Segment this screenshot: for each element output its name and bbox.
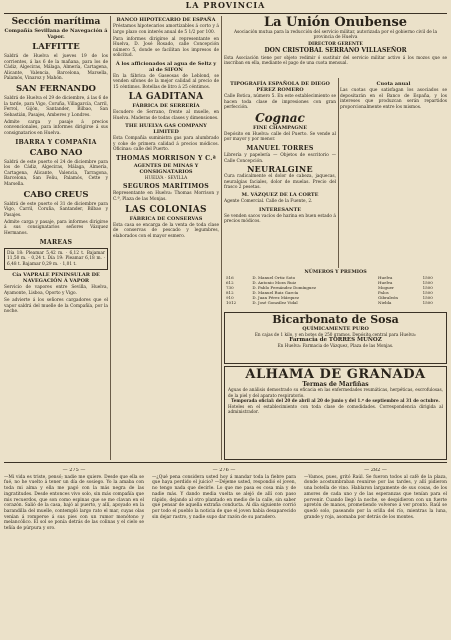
section-heading: Cuota anual — [376, 81, 411, 87]
column-divider — [221, 16, 222, 460]
ad-heading: Á los afficionados al agua de Seltz y al de SIFON — [115, 60, 217, 73]
lottery-cell: Palos — [378, 290, 389, 295]
pharmacy-name: Farmacia de TORRES MUÑOZ — [289, 337, 382, 344]
lottery-cell: D. Antonio Mora Ruiz — [252, 280, 297, 285]
director-name: DON CRISTOBAL SERRANO VILLASEÑOR — [264, 46, 407, 54]
ship-itinerary: Saldrá de Huelva el 29 de diciembre, á las 6 de la tarde, para Vigo, Coruña, Villagarcía, Carril, Ferrol, Gijón, Santander, Bilbao, San Sebastián, Pasajes, Amberes y Londres. — [4, 95, 108, 118]
lottery-cell: 812 — [226, 290, 234, 295]
alhama-text: Hoteles en el establecimiento con toda clase de comodidades. Correspondencia dirigida al administrador. — [228, 403, 443, 415]
ship-name: CABO CREUS — [23, 189, 89, 200]
bicarbonate-text: En cajas de 1 kilo, y en botes de 250 gramos. Depósito central para Huelva: — [254, 332, 417, 337]
lottery-row — [224, 300, 447, 305]
lottery-cell: 1500 — [422, 275, 433, 280]
alhama-text: Aguas de análisis demostrado su eficacia en las enfermedades reumáticas, herpéticas, escrofulosas, de la piel y del aparato respiratorio. — [228, 387, 443, 398]
ad-heading: TIPOGRAFÍA ESPAÑOLA DE DIEGO PÉREZ ROMERO — [230, 81, 330, 93]
lottery-rows — [224, 275, 447, 305]
ship-itinerary: Saldrá de este puerto el 24 de diciembre para los de Cádiz, Algeciras, Málaga, Almería, Cartagena, Alicante, Valencia, Tarragona, Barcelona, San Feliu, Palamós, Cette y Marsella. — [4, 159, 108, 187]
company-name: Compañía Sevillana de Navegación á Vapor. — [4, 28, 108, 40]
ad-text: Librería y papelería — Objetos de escritorio — Calle Concepción. — [224, 152, 336, 164]
page-number: — 276 — — [212, 468, 236, 473]
ad-heading: THE HUELVA GAS COMPANY LIMITED — [125, 123, 207, 136]
ad-text: Se venden sacos vacíos de harina en buen estado á precios módicos. — [224, 213, 336, 225]
advertisements-column — [113, 16, 219, 460]
agent-note: Admite carga y pasaje, para informes dirigirse á sus consignatarios señores Vázquez Hermanos. — [4, 219, 108, 237]
story-text: —Vamos, pues, gritó Raúl. Se fueron todos al café de la plaza, donde acostumbraban reunirse por las tardes, y allí pidieron una botella de vino. Hablaron largamente de sus cosas, de los amores de cada uno y de las esperanzas que tenían para el porvenir. Cuando llegó la noche, se despidieron con un fuerte apretón de manos, prometiendo volverse á ver pronto. Raúl se quedó solo, paseando por la orilla del río, mientras la luna, grande y roja, asomaba por detrás de los montes. — [304, 474, 447, 520]
ad-heading: M. VÁZQUEZ DE LA CORTE — [241, 192, 319, 199]
bicarbonate-title: Bicarbonato de Sosa — [272, 313, 399, 326]
bicarbonate-ad — [224, 312, 447, 364]
lottery-cell: Huelva — [378, 280, 393, 285]
ship-itinerary: Servicio de vapores entre Sevilla, Huelva, Ayamonte, Lisboa, Oporto y Vigo. — [4, 285, 108, 297]
director-label: DIRECTOR GERENTE — [308, 41, 363, 47]
tides-title: MAREAS — [39, 238, 73, 246]
masthead-title: LA PROVINCIA — [185, 0, 266, 10]
lottery-cell: 910 — [226, 295, 234, 300]
lottery-cell: 1500 — [422, 285, 433, 290]
ad-text: Representante en Huelva: Thomas Morrison y C.ª, Plaza de las Monjas. — [113, 191, 219, 202]
lottery-cell: Moguer — [378, 285, 394, 290]
ad-heading: THOMAS MORRISON Y C.ª — [115, 154, 217, 162]
ad-text: Agente Comercial. Calle de la Fuente, 2. — [224, 199, 313, 205]
ad-text: Cura radicalmente el dolor de cabeza, jaquecas, neuralgias faciales, dolor de muelas. Precio del frasco 2 pesetas. — [224, 174, 336, 191]
lottery-cell: D. José González Vidal — [252, 300, 298, 305]
masthead-rule — [4, 13, 447, 14]
ad-heading: LAS COLONIAS — [125, 204, 207, 215]
onubense-subtitle: Asociación mutua para la reducción del servicio militar, autorizada por el gobierno civil de la provincia de Huelva — [233, 30, 438, 41]
alhama-ad — [224, 366, 447, 460]
agent-note: Admite carga y pasaje á precios convencionales, para informes dirigirse á sus consignatarios en Huelva. — [4, 119, 108, 137]
lottery-cell: 1500 — [422, 280, 433, 285]
lottery-title: NÚMEROS Y PREMIOS — [304, 269, 367, 275]
advertisements-column — [224, 80, 336, 268]
onubense-ad — [224, 16, 447, 76]
feuilleton-rule — [4, 462, 447, 463]
page-number: — 275 — — [62, 468, 86, 473]
ad-subheading: FÁBRICA DE CONSERVAS — [129, 215, 203, 222]
ad-text: Para informes dirigirse al representante en Huelva, D. José Rosado, calle Concepción número 5, donde se facilitan los impresos de solicitud. — [113, 36, 219, 59]
page-number: — 282 — — [364, 468, 387, 473]
column-divider — [338, 78, 339, 268]
column-divider — [110, 16, 111, 460]
lottery-cell: 612 — [226, 280, 234, 285]
company-name: Cía VAPRALE PENINSULAR DE NAVEGACIÓN Á VAPOR — [12, 272, 100, 285]
section-text: Las cuotas que satisfagan los asociados se depositarán en el Banco de España, y los intereses que produzcan serán repartidos proporcionalmente entre los mismos. — [340, 88, 447, 110]
lottery-cell: D. Manuel Ruiz García — [252, 290, 299, 295]
lottery-cell: Niebla — [378, 300, 392, 305]
ad-text: En la fábrica de Gaseosas de Leblond, se venden sifones de la mejor calidad al precio de 15 céntimos. Botellas de litro á 25 céntimos. — [113, 73, 219, 90]
lottery-table — [224, 270, 447, 310]
feuilleton-column — [4, 468, 144, 640]
ad-heading: BANCO HIPOTECARIO DE ESPAÑA — [116, 17, 216, 23]
pharmacy-address: En Huelva: Farmacia de Vázquez, Plaza de las Monjas. — [277, 343, 394, 349]
ad-heading: NEURALGINE — [247, 164, 313, 175]
ad-subheading: FINE CHAMPAGNE — [252, 124, 308, 131]
feuilleton-column — [152, 468, 296, 640]
lottery-cell: 1500 — [422, 300, 433, 305]
ad-text: Calle Botica, número 5. En este establecimiento se hacen toda clase de impresiones con gran perfección. — [224, 94, 336, 111]
lottery-cell: 730 — [226, 285, 234, 290]
ad-subheading: AGENTES DE MINAS Y CONSIGNATARIOS — [133, 162, 199, 175]
tides-table: Día 18: Pleamar 5,42 m. · 6,12 t. Bajamar 11,50 m. · 0,24 t. Día 19: Pleamar 6,18 m. · 6,48 t. Bajamar 0,29 m. · 1,01 t. — [4, 248, 108, 271]
lottery-cell: D. Pablo Fernández Domínguez — [252, 285, 316, 290]
lottery-cell: 516 — [226, 275, 234, 280]
ship-name: SAN FERNANDO — [16, 83, 96, 94]
story-text: —Mi vida es triste, pensó; nadie me quiere. Desde que ella se fué, no he vuelto á tener un día de sosiego. Yo la amaba con toda mi alma y ella me pagó con la más negra de las ingratitudes. Desde entonces vivo solo, sin más compañía que mis recuerdos, que son como espinas que se me clavan en el corazón. Salió de la casa, bajó al puerto, y allí, apoyado en la barandilla del muelle, contempló largo rato el mar, cuyas olas venían á romperse á sus pies con un rumor monótono y melancólico. El sol se ponía detrás de las colinas y el cielo se teñía de púrpura y oro. — [4, 474, 144, 532]
alhama-season: Temporada oficial: del 20 de abril al 20 de junio y del 1.º de septiembre al 31 de octubre. — [231, 398, 440, 404]
bicarbonate-subtitle: QUÍMICAMENTE PURO — [302, 326, 369, 332]
section-title: Sección marítima — [11, 17, 101, 27]
cognac-logo: Cognac — [255, 110, 305, 125]
lottery-cell: D. Manuel Ortiz Soto — [252, 275, 296, 280]
onubense-details — [340, 80, 447, 268]
onubense-text: Esta Asociación tiene por objeto redimir ó sustituir del servicio militar activo á los mozos que se inscriban en ella, mediante el pago de una cuota mensual. — [224, 54, 447, 66]
ad-heading: MANUEL TORRES — [246, 144, 314, 152]
ad-text: Depósito en Huelva: calle del Puerto. Se vende al por mayor y por menor. — [224, 131, 336, 143]
ad-text: Esta casa se encarga de la venta de toda clase de conservas de pescado y legumbres, elaborados con el mayor esmero. — [113, 222, 219, 239]
ad-text: Esta Compañía suministra gas para alumbrado y coke de primera calidad á precios módicos. Oficinas: calle del Puerto. — [113, 136, 219, 153]
ad-text: Escudero de Serrano, frente al muelle, en Huelva. Maderas de todas clases y dimensiones. — [113, 110, 219, 121]
ship-name: LAFFITTE — [32, 42, 80, 52]
ship-itinerary: Saldrá de este puerto el 31 de diciembre para Vigo, Carril, Coruña, Santander, Bilbao y Pasajes. — [4, 201, 108, 218]
ad-subheading: FÁBRICA DE SERRERÍA — [132, 103, 200, 110]
ad-heading: SEGUROS MARÍTIMOS — [122, 183, 209, 191]
lottery-cell: D. Juan Pérez Márquez — [252, 295, 299, 300]
lottery-cell: Gibraleón — [378, 295, 398, 300]
company-name: IBARRA Y COMPAÑIA — [15, 138, 97, 146]
lottery-cell: 1012 — [226, 300, 237, 305]
maritime-section — [4, 16, 108, 460]
alhama-subtitle: Termas de Marfiñas — [302, 381, 369, 388]
lottery-cell: 1500 — [422, 290, 433, 295]
ad-text: HUELVA · SEVILLA — [144, 175, 188, 181]
onubense-title: La Unión Onubense — [263, 15, 408, 30]
ad-heading: LA GADITANA — [128, 92, 204, 103]
lottery-cell: Huelva — [378, 275, 393, 280]
lottery-cell: 1500 — [422, 295, 433, 300]
agent-note: Se advierte á los señores cargadores que el vapor saldrá del muelle de la Compañía, por la noche. — [4, 298, 108, 315]
ad-heading: INTERESANTE — [259, 206, 301, 213]
story-text: —¿Qué pena considera usted hoy á mandar toda la fiebre para que haya perdido el juicio? —Déjeme usted, respondió el joven, no tengo nada que decirle. Lo que me pasa es cosa mía y de nadie más. Y dando media vuelta se alejó de allí con paso rápido, dejando al otro plantado en medio de la calle, sin saber qué pensar de aquella extraña conducta. Al día siguiente corrió por todo el pueblo la noticia de que el joven había desaparecido sin dejar rastro, y nadie supo dar razón de su paradero. — [152, 474, 296, 520]
feuilleton-column — [304, 468, 447, 640]
ad-text: Préstamos hipotecarios amortizables á corto y á largo plazo con interés anual de 5 1/2 por 100. — [113, 24, 219, 35]
ship-itinerary: Saldrá de Huelva el jueves 19 de los corrientes, á las 6 de la mañana, para los de Cádiz, Algeciras, Málaga, Almería, Cartagena, Alicante, Valencia, Barcelona, Marsella, Palamós, Vinaroz y Mahón. — [4, 54, 108, 82]
ship-name: CABO NAO — [29, 147, 83, 158]
alhama-title: ALHAMA DE GRANADA — [245, 367, 426, 382]
